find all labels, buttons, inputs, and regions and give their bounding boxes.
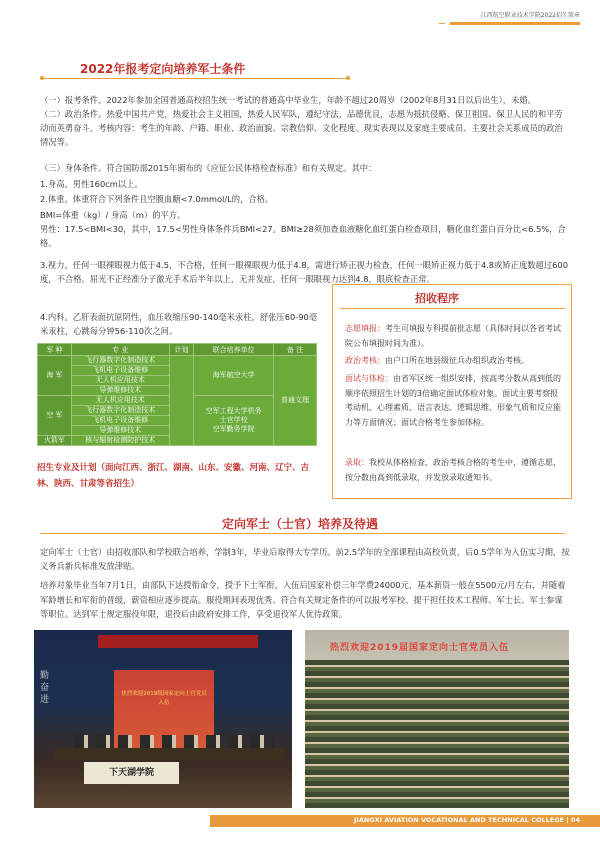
table-header-note: 备 注	[273, 344, 316, 356]
paragraph-vision: 3.视力。任何一眼裸眼视力低于4.5，不合格，任何一眼裸眼视力低于4.8，需进行矫正视力检查，任何一眼矫正视力低于4.8或矫正度数超过600度，不合格。屈光不正经准分子激光手术后半年以上，无并发症，任何一眼眼视力达到4.8，眼底检查正常。	[40, 260, 568, 285]
table-cell-major: 核与辐射检测防护技术	[71, 436, 169, 446]
paragraph-weight: 2.体重。体重符合下列条件且空腹血糖<7.0mmol/L的，合格。	[40, 194, 274, 204]
table-cell-note: 普通文理	[273, 356, 316, 446]
photo-ceremony-stage	[34, 630, 292, 808]
photo-crowd	[305, 660, 569, 808]
photo-screen-text: 热烈欢迎2019级国家定向士官党员入伍	[121, 691, 207, 706]
photo-banner	[98, 635, 258, 648]
enroll-item-label: 面试与体检：	[345, 374, 393, 383]
unit-airforce-line: 空军工程大学机务	[205, 407, 262, 415]
photo-banner-text: 热烈欢迎2019届国家定向士官党员入伍	[330, 643, 510, 653]
paragraph-physical: （三）身体条件。符合国防部2015年颁布的《应征公民体格检查标准》和有关规定。其中：	[40, 163, 377, 173]
table-cell-major: 导弹维修技术	[71, 386, 169, 396]
table-header-unit: 联合培养单位	[194, 344, 274, 356]
unit-airforce-line: 空军勤务学院	[212, 425, 255, 433]
enroll-item-political	[345, 354, 565, 369]
branch-rocket: 火箭军	[38, 436, 72, 446]
photo-slogan: 勤奋进	[40, 671, 50, 705]
photo-sign: 下天湖学院	[84, 762, 179, 784]
paragraph-application: （一）报考条件。2022年参加全国普通高校招生统一考试的普通高中毕业生，年龄不超过20周岁（2002年8月31日以后出生），未婚。	[40, 95, 536, 105]
enroll-item-text: 我校从体格检查、政治考核合格的考生中，遵循志愿，按分数由高到低录取，并发放录取通知书。	[345, 458, 561, 482]
paragraph-internal: 4.内科。乙肝表面抗原阴性，血压收缩压90-140毫米汞柱，舒张压60-90毫米汞柱，心跳每分钟56-110次之间。	[40, 312, 318, 337]
branch-navy: 海 军	[38, 356, 72, 396]
enroll-title-underline	[340, 308, 565, 309]
paragraph-bmi-formula: BMI=体重（kg）/ 身高（m）的平方。	[40, 210, 186, 220]
table-cell-major: 飞机电子设备维修	[71, 416, 169, 426]
header-text: 江西航空职业技术学院2022招生简章	[480, 12, 580, 19]
unit-airforce-line: 士官学校	[219, 416, 248, 424]
unit-airforce	[194, 396, 274, 446]
section-title-underline	[40, 533, 565, 534]
enroll-title: 招收程序	[415, 292, 459, 305]
table-cell-major: 无人机应用技术	[71, 396, 169, 406]
majors-plan-note: 招生专业及计划（面向江西、浙江、湖南、山东、安徽、河南、辽宁、吉林、陕西、甘肃等省招生）	[37, 463, 310, 489]
enroll-item-label: 录取：	[345, 458, 369, 467]
paragraph-benefits: 培养对象毕业当年7月1日，由部队下达授衔命令，授予下士军衔，入伍后国家补偿三年学费24000元，基本薪资一般在5500元/月左右，并随着军龄增长和军衔的晋级，薪资相应逐步提高。服役期间表现优秀、符合有关规定条件的可以报考军校、提干担任技术工程师、军士长、军士参谋等职位。达到军士规定服役年限，退役后由政府安排工作，享受退役军人优待政策。	[40, 580, 566, 619]
header-line-short	[439, 23, 445, 24]
photo-table	[54, 748, 284, 760]
paragraph-training: 定向军士（士官）由招收部队和学校联合培养，学制3年，毕业后取得大专学历。前2.5学年的全部课程由高校负责，后0.5学年为入伍实习期，按义务兵新兵标准发放津贴。	[40, 547, 570, 572]
table-cell-major: 飞行器数字化制造技术	[71, 356, 169, 366]
underline-dot-left	[40, 76, 44, 80]
enroll-item-label: 政治考核：	[345, 356, 385, 365]
enroll-item-admission	[345, 456, 565, 485]
photo-people-row	[74, 735, 274, 749]
table-header-branch: 军 种	[38, 344, 72, 356]
table-cell-major: 飞行器数字化制造技术	[71, 406, 169, 416]
section-title-underline	[40, 78, 350, 79]
paragraph-height: 1.身高。男性160cm以上。	[40, 179, 143, 189]
underline-dot-right	[346, 76, 350, 80]
header-line	[450, 22, 580, 25]
unit-navy: 海军航空大学	[194, 356, 274, 396]
enroll-item-text: 由省军区统一组织安排，按高考分数从高到低的顺序依照招生计划的3倍确定面试体检对象。面试主要考察报考动机、心理素质、语言表达、逻辑思维、形象气质和反应能力等方面情况；面试合格考生参加体检。	[345, 374, 561, 427]
page-footer	[210, 815, 600, 827]
table-cell-major: 飞机电子设备维修	[71, 366, 169, 376]
section-title-requirements: 2022年报考定向培养军士条件	[80, 62, 246, 76]
paragraph-political: （二）政治条件。热爱中国共产党，热爱社会主义祖国，热爱人民军队，遵纪守法，品德优良，志愿为抵抗侵略、保卫祖国、保卫人民的和平劳动而英勇奋斗。考核内容：考生的年龄、户籍、职业、政治面貌、宗教信仰、文化程度、现实表现以及家庭主要成员、主要社会关系成员的政治情况等。	[40, 109, 563, 148]
table-header-plan: 计划	[169, 344, 194, 356]
table-cell-major: 无人机应用技术	[71, 376, 169, 386]
majors-table	[37, 343, 317, 446]
branch-airforce: 空 军	[38, 396, 72, 436]
enroll-item-text: 由户口所在地县级征兵办组织政治考核。	[385, 356, 529, 365]
table-cell-plan	[169, 356, 194, 446]
section-title-training: 定向军士（士官）培养及待遇	[222, 517, 379, 531]
enroll-item-interview	[345, 372, 565, 430]
footer-text: JIANGXI AVIATION VOCATIONAL AND TECHNICAL COLLEGE | 04	[354, 816, 580, 824]
enroll-item-text: 考生可填报专科提前批志愿（具体时间以各省考试院公布填报时间为准）。	[345, 324, 561, 348]
table-cell-major: 导弹维修技术	[71, 426, 169, 436]
paragraph-bmi-male: 男性：17.5<BMI<30，其中，17.5<男性身体条件兵BMI<27。BMI≥28须加查血液糖化血红蛋白检查项目，糖化血红蛋白百分比<6.5%，合格。	[40, 224, 566, 249]
enroll-item-volunteer	[345, 322, 565, 351]
table-header-major: 专 业	[71, 344, 169, 356]
photo-group-cadets	[305, 630, 569, 808]
enroll-item-label: 志愿填报：	[345, 324, 385, 333]
page-header	[0, 0, 600, 30]
